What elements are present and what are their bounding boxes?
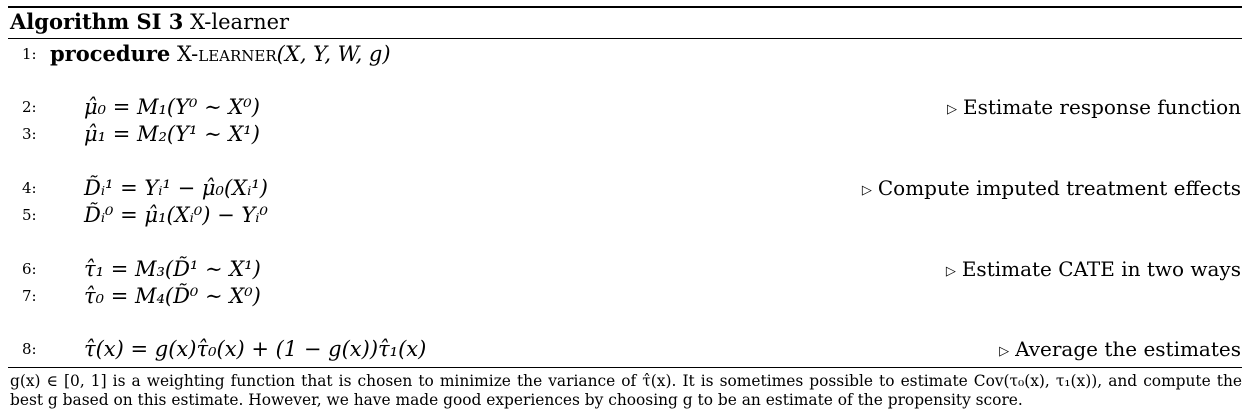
line-expression: μ̂₀ = M₁(Y⁰ ∼ X⁰): [84, 95, 260, 119]
comment-triangle-icon: ▷: [947, 102, 958, 117]
line-expression: τ̂₁ = M₃(D̃¹ ∼ X¹): [84, 257, 261, 281]
line-number: 5:: [22, 206, 37, 224]
line-comment: ▷ Compute imputed treatment effects: [861, 176, 1241, 200]
algorithm-line-3: [0, 119, 1251, 149]
algorithm-line-5: [0, 200, 1251, 230]
line-expression: μ̂₁ = M₂(Y¹ ∼ X¹): [84, 122, 260, 146]
procedure-args: (X, Y, W, g): [276, 42, 391, 66]
algorithm-footnote: g(x) ∈ [0, 1] is a weighting function that is chosen to minimize the variance of τ̂(x). It is sometimes possible to estimate Cov(τ₀(x), τ₁(x)), and compute the best g based on this estimate. However, we have made good experiences by choosing g to be an estimate of the propensity score.: [10, 372, 1242, 409]
line-number: 2:: [22, 98, 37, 116]
algorithm-line-4: [0, 173, 1251, 203]
line-number: 7:: [22, 287, 37, 305]
line-number: 1:: [22, 45, 37, 63]
comment-triangle-icon: ▷: [945, 264, 956, 279]
algorithm-line-7: [0, 281, 1251, 311]
line-expression: D̃ᵢ⁰ = μ̂₁(Xᵢ⁰) − Yᵢ⁰: [84, 203, 268, 227]
bottom-rule: [8, 367, 1242, 368]
algorithm-line-1: [0, 39, 1251, 69]
line-expression: τ̂(x) = g(x)τ̂₀(x) + (1 − g(x))τ̂₁(x): [84, 337, 427, 361]
line-number: 6:: [22, 260, 37, 278]
comment-triangle-icon: ▷: [861, 183, 872, 198]
line-comment: ▷ Estimate response function: [947, 95, 1241, 119]
top-rule: [8, 6, 1242, 8]
line-number: 8:: [22, 340, 37, 358]
line-number: 3:: [22, 125, 37, 143]
algorithm-caption: [10, 10, 289, 34]
algorithm-name: X-learner: [190, 10, 290, 34]
line-comment: ▷ Average the estimates: [999, 337, 1241, 361]
line-expression: τ̂₀ = M₄(D̃⁰ ∼ X⁰): [84, 284, 261, 308]
comment-triangle-icon: ▷: [999, 344, 1010, 359]
algorithm-line-8: [0, 334, 1251, 364]
procedure-name: X-learner: [176, 42, 277, 66]
procedure-header: [50, 39, 391, 69]
line-comment: ▷ Estimate CATE in two ways: [945, 257, 1241, 281]
procedure-keyword: procedure: [50, 41, 171, 66]
line-number: 4:: [22, 179, 37, 197]
algorithm-line-2: [0, 92, 1251, 122]
line-expression: D̃ᵢ¹ = Yᵢ¹ − μ̂₀(Xᵢ¹): [84, 176, 268, 200]
algorithm-label: Algorithm SI 3: [10, 9, 184, 34]
algorithm-line-6: [0, 254, 1251, 284]
